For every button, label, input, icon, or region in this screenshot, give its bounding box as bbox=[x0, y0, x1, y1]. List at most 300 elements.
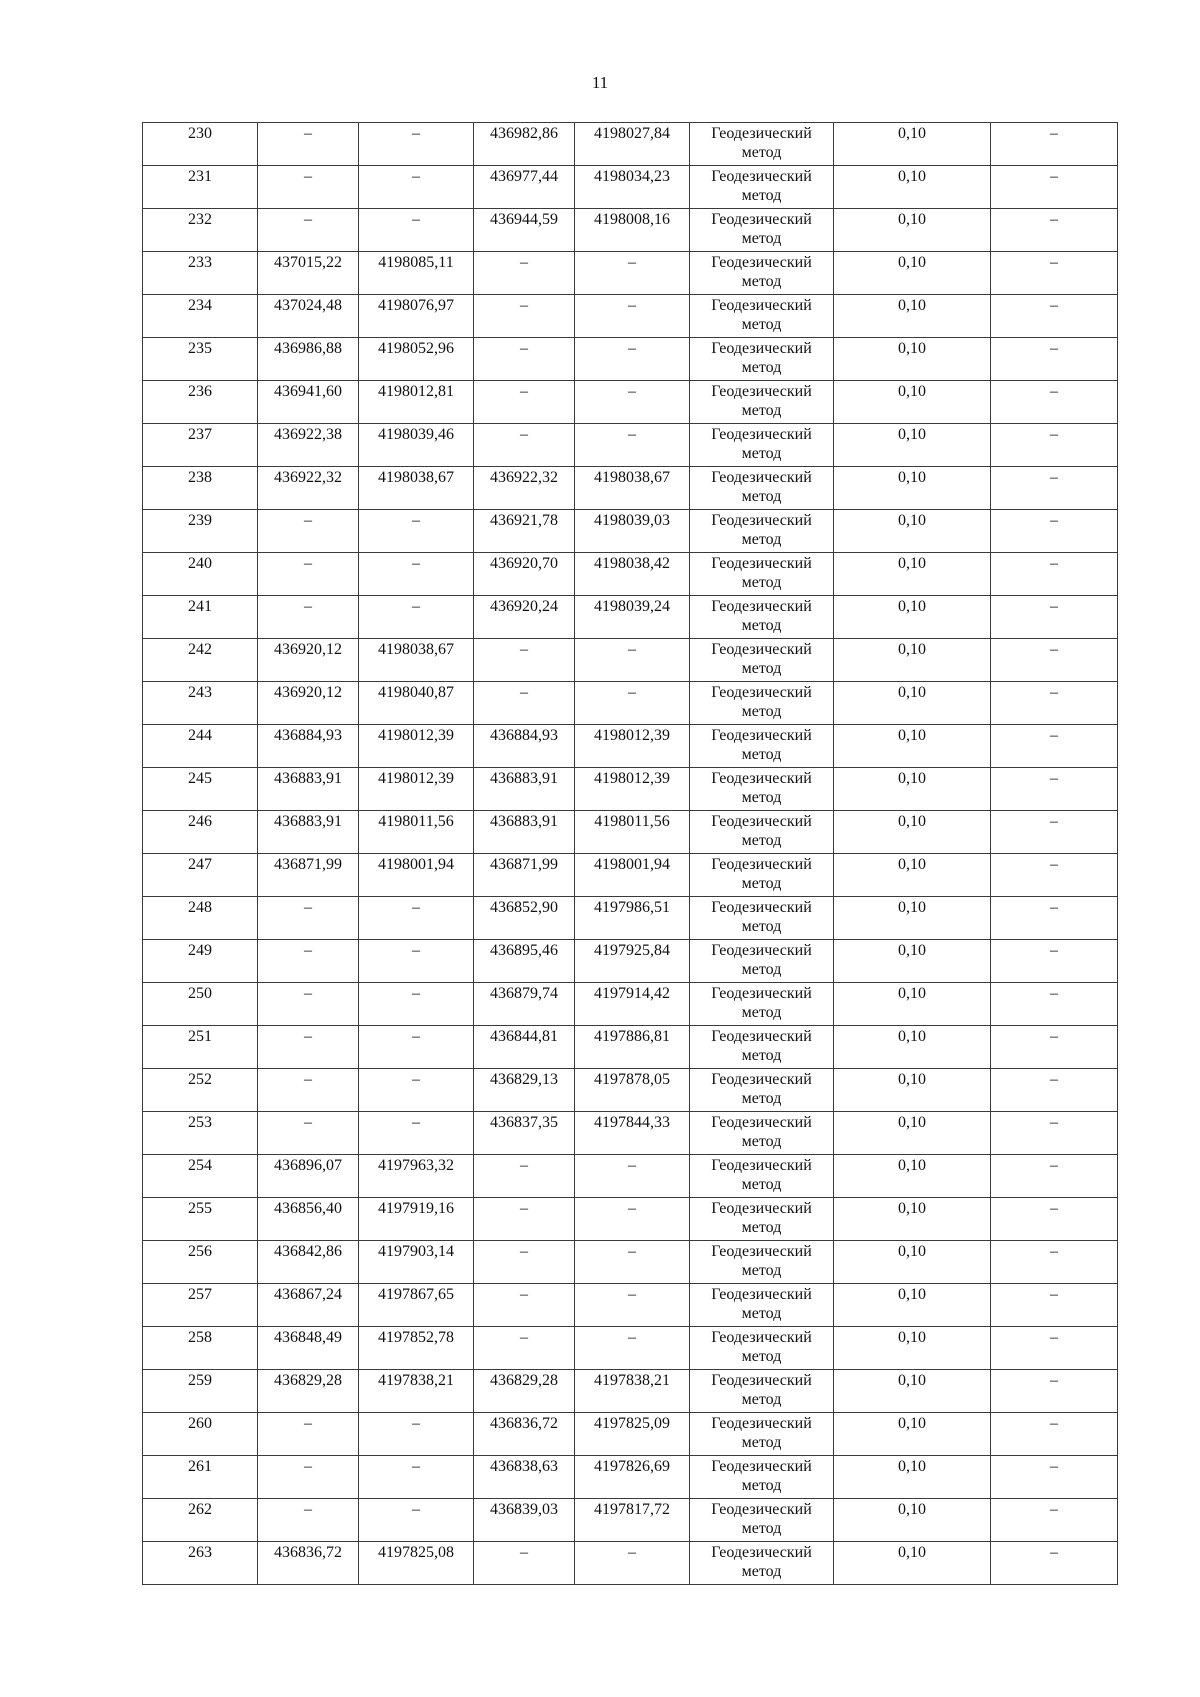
y-new-cell: 4198039,24 bbox=[575, 596, 690, 639]
method-cell bbox=[690, 940, 834, 983]
y-old-cell: – bbox=[359, 123, 474, 166]
x-new-cell: 436944,59 bbox=[474, 209, 575, 252]
x-old-cell: – bbox=[258, 897, 359, 940]
method-text: метод bbox=[741, 961, 782, 978]
method-text: Геодезический bbox=[711, 1415, 812, 1432]
method-cell bbox=[690, 510, 834, 553]
y-new-cell: 4197817,72 bbox=[575, 1499, 690, 1542]
x-old-cell: – bbox=[258, 1413, 359, 1456]
method-text: метод bbox=[741, 1004, 782, 1021]
table-row bbox=[143, 1284, 1118, 1327]
accuracy-cell: 0,10 bbox=[834, 252, 991, 295]
y-new-cell: – bbox=[575, 424, 690, 467]
method-text: Геодезический bbox=[711, 469, 812, 486]
x-new-cell: – bbox=[474, 682, 575, 725]
table-row bbox=[143, 1542, 1118, 1585]
accuracy-cell: 0,10 bbox=[834, 768, 991, 811]
method-text: метод bbox=[741, 144, 782, 161]
accuracy-cell: 0,10 bbox=[834, 1155, 991, 1198]
table-row bbox=[143, 1069, 1118, 1112]
x-old-cell: – bbox=[258, 1456, 359, 1499]
point-number-cell: 260 bbox=[143, 1413, 258, 1456]
point-number-cell: 238 bbox=[143, 467, 258, 510]
method-text: Геодезический bbox=[711, 1544, 812, 1561]
method-cell bbox=[690, 553, 834, 596]
point-number-cell: 233 bbox=[143, 252, 258, 295]
table-row bbox=[143, 1327, 1118, 1370]
note-cell: – bbox=[991, 1155, 1118, 1198]
y-old-cell: 4198052,96 bbox=[359, 338, 474, 381]
method-text: Геодезический bbox=[711, 1028, 812, 1045]
note-cell: – bbox=[991, 1327, 1118, 1370]
accuracy-cell: 0,10 bbox=[834, 725, 991, 768]
method-text: метод bbox=[741, 918, 782, 935]
y-old-cell: – bbox=[359, 209, 474, 252]
method-text: метод bbox=[741, 789, 782, 806]
point-number-cell: 243 bbox=[143, 682, 258, 725]
point-number-cell: 241 bbox=[143, 596, 258, 639]
note-cell: – bbox=[991, 725, 1118, 768]
y-new-cell: 4198038,42 bbox=[575, 553, 690, 596]
y-new-cell: 4198012,39 bbox=[575, 768, 690, 811]
method-text: метод bbox=[741, 1305, 782, 1322]
y-new-cell: 4197878,05 bbox=[575, 1069, 690, 1112]
method-text: метод bbox=[741, 187, 782, 204]
y-old-cell: – bbox=[359, 510, 474, 553]
method-text: Геодезический bbox=[711, 942, 812, 959]
x-old-cell: 436920,12 bbox=[258, 639, 359, 682]
x-old-cell: 437015,22 bbox=[258, 252, 359, 295]
accuracy-cell: 0,10 bbox=[834, 682, 991, 725]
x-old-cell: – bbox=[258, 553, 359, 596]
table-row bbox=[143, 1026, 1118, 1069]
table-row bbox=[143, 811, 1118, 854]
method-text: Геодезический bbox=[711, 684, 812, 701]
y-old-cell: – bbox=[359, 940, 474, 983]
x-new-cell: – bbox=[474, 295, 575, 338]
x-old-cell: 436883,91 bbox=[258, 768, 359, 811]
y-old-cell: – bbox=[359, 1499, 474, 1542]
method-text: Геодезический bbox=[711, 168, 812, 185]
x-new-cell: 436879,74 bbox=[474, 983, 575, 1026]
table-row bbox=[143, 1499, 1118, 1542]
method-text: метод bbox=[741, 359, 782, 376]
page-number: 11 bbox=[591, 73, 609, 92]
table-row bbox=[143, 725, 1118, 768]
x-old-cell: 436986,88 bbox=[258, 338, 359, 381]
y-new-cell: 4197826,69 bbox=[575, 1456, 690, 1499]
x-old-cell: 436896,07 bbox=[258, 1155, 359, 1198]
method-text: метод bbox=[741, 617, 782, 634]
y-old-cell: 4198038,67 bbox=[359, 639, 474, 682]
note-cell: – bbox=[991, 510, 1118, 553]
x-new-cell: 436977,44 bbox=[474, 166, 575, 209]
method-text: Геодезический bbox=[711, 211, 812, 228]
y-new-cell: 4198038,67 bbox=[575, 467, 690, 510]
x-new-cell: 436838,63 bbox=[474, 1456, 575, 1499]
point-number-cell: 247 bbox=[143, 854, 258, 897]
x-old-cell: 436856,40 bbox=[258, 1198, 359, 1241]
method-cell bbox=[690, 252, 834, 295]
y-old-cell: 4198011,56 bbox=[359, 811, 474, 854]
note-cell: – bbox=[991, 1542, 1118, 1585]
table-row bbox=[143, 209, 1118, 252]
x-new-cell: – bbox=[474, 338, 575, 381]
method-text: метод bbox=[741, 273, 782, 290]
table-row bbox=[143, 983, 1118, 1026]
method-text: Геодезический bbox=[711, 125, 812, 142]
x-new-cell: 436921,78 bbox=[474, 510, 575, 553]
x-new-cell: 436836,72 bbox=[474, 1413, 575, 1456]
x-new-cell: – bbox=[474, 1284, 575, 1327]
x-old-cell: – bbox=[258, 1069, 359, 1112]
table-row bbox=[143, 338, 1118, 381]
method-text: Геодезический bbox=[711, 426, 812, 443]
accuracy-cell: 0,10 bbox=[834, 424, 991, 467]
x-new-cell: 436871,99 bbox=[474, 854, 575, 897]
y-old-cell: 4197867,65 bbox=[359, 1284, 474, 1327]
method-cell bbox=[690, 639, 834, 682]
point-number-cell: 257 bbox=[143, 1284, 258, 1327]
point-number-cell: 262 bbox=[143, 1499, 258, 1542]
y-new-cell: 4197838,21 bbox=[575, 1370, 690, 1413]
x-old-cell: – bbox=[258, 510, 359, 553]
method-cell bbox=[690, 123, 834, 166]
point-number-cell: 245 bbox=[143, 768, 258, 811]
y-new-cell: 4198011,56 bbox=[575, 811, 690, 854]
method-text: метод bbox=[741, 832, 782, 849]
accuracy-cell: 0,10 bbox=[834, 1499, 991, 1542]
table-row bbox=[143, 639, 1118, 682]
table-row bbox=[143, 1155, 1118, 1198]
accuracy-cell: 0,10 bbox=[834, 1456, 991, 1499]
accuracy-cell: 0,10 bbox=[834, 1112, 991, 1155]
table-row bbox=[143, 940, 1118, 983]
x-new-cell: – bbox=[474, 381, 575, 424]
table-row bbox=[143, 1241, 1118, 1284]
note-cell: – bbox=[991, 1456, 1118, 1499]
note-cell: – bbox=[991, 252, 1118, 295]
method-text: метод bbox=[741, 1133, 782, 1150]
y-old-cell: 4198076,97 bbox=[359, 295, 474, 338]
point-number-cell: 232 bbox=[143, 209, 258, 252]
y-new-cell: 4198039,03 bbox=[575, 510, 690, 553]
point-number-cell: 252 bbox=[143, 1069, 258, 1112]
x-new-cell: 436884,93 bbox=[474, 725, 575, 768]
point-number-cell: 250 bbox=[143, 983, 258, 1026]
method-cell bbox=[690, 983, 834, 1026]
accuracy-cell: 0,10 bbox=[834, 983, 991, 1026]
accuracy-cell: 0,10 bbox=[834, 467, 991, 510]
y-old-cell: – bbox=[359, 1413, 474, 1456]
note-cell: – bbox=[991, 381, 1118, 424]
method-cell bbox=[690, 338, 834, 381]
y-new-cell: 4198034,23 bbox=[575, 166, 690, 209]
accuracy-cell: 0,10 bbox=[834, 639, 991, 682]
table-row bbox=[143, 252, 1118, 295]
y-new-cell: – bbox=[575, 1155, 690, 1198]
accuracy-cell: 0,10 bbox=[834, 1198, 991, 1241]
accuracy-cell: 0,10 bbox=[834, 1327, 991, 1370]
coordinates-table bbox=[142, 122, 1118, 1585]
method-text: Геодезический bbox=[711, 1458, 812, 1475]
point-number-cell: 246 bbox=[143, 811, 258, 854]
y-old-cell: 4198038,67 bbox=[359, 467, 474, 510]
y-old-cell: 4198012,39 bbox=[359, 725, 474, 768]
y-old-cell: – bbox=[359, 897, 474, 940]
method-text: метод bbox=[741, 445, 782, 462]
x-old-cell: – bbox=[258, 940, 359, 983]
accuracy-cell: 0,10 bbox=[834, 510, 991, 553]
point-number-cell: 240 bbox=[143, 553, 258, 596]
y-new-cell: – bbox=[575, 1241, 690, 1284]
table-row bbox=[143, 467, 1118, 510]
table-row bbox=[143, 1370, 1118, 1413]
x-old-cell: – bbox=[258, 209, 359, 252]
y-old-cell: 4198085,11 bbox=[359, 252, 474, 295]
note-cell: – bbox=[991, 1413, 1118, 1456]
point-number-cell: 261 bbox=[143, 1456, 258, 1499]
y-old-cell: – bbox=[359, 166, 474, 209]
x-new-cell: 436844,81 bbox=[474, 1026, 575, 1069]
y-new-cell: – bbox=[575, 1327, 690, 1370]
x-new-cell: – bbox=[474, 1155, 575, 1198]
y-new-cell: 4198001,94 bbox=[575, 854, 690, 897]
y-new-cell: – bbox=[575, 1198, 690, 1241]
accuracy-cell: 0,10 bbox=[834, 1370, 991, 1413]
method-cell bbox=[690, 768, 834, 811]
accuracy-cell: 0,10 bbox=[834, 596, 991, 639]
note-cell: – bbox=[991, 553, 1118, 596]
y-old-cell: 4198039,46 bbox=[359, 424, 474, 467]
accuracy-cell: 0,10 bbox=[834, 1284, 991, 1327]
method-cell bbox=[690, 596, 834, 639]
x-new-cell: 436829,28 bbox=[474, 1370, 575, 1413]
note-cell: – bbox=[991, 1241, 1118, 1284]
accuracy-cell: 0,10 bbox=[834, 381, 991, 424]
point-number-cell: 236 bbox=[143, 381, 258, 424]
accuracy-cell: 0,10 bbox=[834, 1413, 991, 1456]
y-old-cell: – bbox=[359, 596, 474, 639]
method-text: Геодезический bbox=[711, 340, 812, 357]
x-new-cell: 436895,46 bbox=[474, 940, 575, 983]
y-old-cell: 4198012,39 bbox=[359, 768, 474, 811]
accuracy-cell: 0,10 bbox=[834, 1241, 991, 1284]
method-text: Геодезический bbox=[711, 254, 812, 271]
method-text: Геодезический bbox=[711, 297, 812, 314]
x-old-cell: 436920,12 bbox=[258, 682, 359, 725]
note-cell: – bbox=[991, 854, 1118, 897]
y-new-cell: 4198027,84 bbox=[575, 123, 690, 166]
y-new-cell: – bbox=[575, 682, 690, 725]
method-text: метод bbox=[741, 230, 782, 247]
point-number-cell: 234 bbox=[143, 295, 258, 338]
y-old-cell: 4198012,81 bbox=[359, 381, 474, 424]
note-cell: – bbox=[991, 1370, 1118, 1413]
x-new-cell: 436922,32 bbox=[474, 467, 575, 510]
method-text: Геодезический bbox=[711, 598, 812, 615]
method-text: Геодезический bbox=[711, 1501, 812, 1518]
x-old-cell: – bbox=[258, 596, 359, 639]
accuracy-cell: 0,10 bbox=[834, 123, 991, 166]
method-cell bbox=[690, 381, 834, 424]
y-old-cell: – bbox=[359, 1069, 474, 1112]
y-old-cell: – bbox=[359, 983, 474, 1026]
y-new-cell: – bbox=[575, 381, 690, 424]
note-cell: – bbox=[991, 811, 1118, 854]
method-text: Геодезический bbox=[711, 856, 812, 873]
table-row bbox=[143, 854, 1118, 897]
point-number-cell: 253 bbox=[143, 1112, 258, 1155]
x-new-cell: 436982,86 bbox=[474, 123, 575, 166]
method-text: метод bbox=[741, 1176, 782, 1193]
method-cell bbox=[690, 811, 834, 854]
accuracy-cell: 0,10 bbox=[834, 553, 991, 596]
method-text: Геодезический bbox=[711, 813, 812, 830]
method-text: Геодезический bbox=[711, 1372, 812, 1389]
method-text: Геодезический bbox=[711, 1243, 812, 1260]
point-number-cell: 255 bbox=[143, 1198, 258, 1241]
y-old-cell: 4197852,78 bbox=[359, 1327, 474, 1370]
method-text: метод bbox=[741, 660, 782, 677]
y-new-cell: 4197986,51 bbox=[575, 897, 690, 940]
y-old-cell: – bbox=[359, 1026, 474, 1069]
point-number-cell: 248 bbox=[143, 897, 258, 940]
y-old-cell: 4197903,14 bbox=[359, 1241, 474, 1284]
method-text: метод bbox=[741, 1047, 782, 1064]
y-new-cell: 4198008,16 bbox=[575, 209, 690, 252]
y-new-cell: – bbox=[575, 295, 690, 338]
x-new-cell: 436883,91 bbox=[474, 768, 575, 811]
y-old-cell: 4198040,87 bbox=[359, 682, 474, 725]
accuracy-cell: 0,10 bbox=[834, 940, 991, 983]
method-cell bbox=[690, 424, 834, 467]
x-old-cell: 436867,24 bbox=[258, 1284, 359, 1327]
note-cell: – bbox=[991, 768, 1118, 811]
y-new-cell: 4197925,84 bbox=[575, 940, 690, 983]
point-number-cell: 254 bbox=[143, 1155, 258, 1198]
table-row bbox=[143, 1112, 1118, 1155]
method-text: метод bbox=[741, 1391, 782, 1408]
note-cell: – bbox=[991, 1284, 1118, 1327]
x-new-cell: 436839,03 bbox=[474, 1499, 575, 1542]
x-new-cell: 436852,90 bbox=[474, 897, 575, 940]
note-cell: – bbox=[991, 897, 1118, 940]
point-number-cell: 231 bbox=[143, 166, 258, 209]
note-cell: – bbox=[991, 1069, 1118, 1112]
method-text: метод bbox=[741, 1219, 782, 1236]
x-old-cell: 436836,72 bbox=[258, 1542, 359, 1585]
method-cell bbox=[690, 467, 834, 510]
x-old-cell: – bbox=[258, 1112, 359, 1155]
method-cell bbox=[690, 1542, 834, 1585]
table-row bbox=[143, 123, 1118, 166]
method-cell bbox=[690, 1155, 834, 1198]
y-old-cell: 4197919,16 bbox=[359, 1198, 474, 1241]
method-text: метод bbox=[741, 574, 782, 591]
note-cell: – bbox=[991, 1499, 1118, 1542]
table-row bbox=[143, 295, 1118, 338]
y-new-cell: 4198012,39 bbox=[575, 725, 690, 768]
y-old-cell: 4198001,94 bbox=[359, 854, 474, 897]
accuracy-cell: 0,10 bbox=[834, 1542, 991, 1585]
method-cell bbox=[690, 854, 834, 897]
x-old-cell: 436922,38 bbox=[258, 424, 359, 467]
table-row bbox=[143, 596, 1118, 639]
method-cell bbox=[690, 1241, 834, 1284]
note-cell: – bbox=[991, 295, 1118, 338]
method-cell bbox=[690, 1327, 834, 1370]
x-new-cell: – bbox=[474, 252, 575, 295]
table-row bbox=[143, 424, 1118, 467]
table-row bbox=[143, 510, 1118, 553]
y-new-cell: – bbox=[575, 252, 690, 295]
x-old-cell: – bbox=[258, 166, 359, 209]
note-cell: – bbox=[991, 596, 1118, 639]
x-old-cell: 436941,60 bbox=[258, 381, 359, 424]
method-text: Геодезический bbox=[711, 899, 812, 916]
x-old-cell: – bbox=[258, 123, 359, 166]
method-text: Геодезический bbox=[711, 512, 812, 529]
y-old-cell: 4197963,32 bbox=[359, 1155, 474, 1198]
note-cell: – bbox=[991, 682, 1118, 725]
table-row bbox=[143, 1456, 1118, 1499]
point-number-cell: 256 bbox=[143, 1241, 258, 1284]
x-new-cell: 436829,13 bbox=[474, 1069, 575, 1112]
method-text: Геодезический bbox=[711, 641, 812, 658]
method-text: метод bbox=[741, 316, 782, 333]
method-text: Геодезический bbox=[711, 1329, 812, 1346]
note-cell: – bbox=[991, 1198, 1118, 1241]
method-text: метод bbox=[741, 1477, 782, 1494]
method-text: метод bbox=[741, 1520, 782, 1537]
accuracy-cell: 0,10 bbox=[834, 209, 991, 252]
method-text: Геодезический bbox=[711, 985, 812, 1002]
accuracy-cell: 0,10 bbox=[834, 338, 991, 381]
x-new-cell: – bbox=[474, 639, 575, 682]
point-number-cell: 251 bbox=[143, 1026, 258, 1069]
note-cell: – bbox=[991, 1112, 1118, 1155]
method-cell bbox=[690, 682, 834, 725]
method-cell bbox=[690, 725, 834, 768]
y-old-cell: – bbox=[359, 1456, 474, 1499]
note-cell: – bbox=[991, 166, 1118, 209]
y-old-cell: 4197825,08 bbox=[359, 1542, 474, 1585]
method-text: Геодезический bbox=[711, 1114, 812, 1131]
table-row bbox=[143, 768, 1118, 811]
method-text: Геодезический bbox=[711, 1286, 812, 1303]
method-text: метод bbox=[741, 746, 782, 763]
y-old-cell: 4197838,21 bbox=[359, 1370, 474, 1413]
method-cell bbox=[690, 1413, 834, 1456]
method-cell bbox=[690, 1456, 834, 1499]
method-cell bbox=[690, 209, 834, 252]
y-new-cell: – bbox=[575, 639, 690, 682]
accuracy-cell: 0,10 bbox=[834, 897, 991, 940]
note-cell: – bbox=[991, 639, 1118, 682]
method-text: Геодезический bbox=[711, 383, 812, 400]
x-old-cell: 437024,48 bbox=[258, 295, 359, 338]
method-text: метод bbox=[741, 488, 782, 505]
point-number-cell: 244 bbox=[143, 725, 258, 768]
accuracy-cell: 0,10 bbox=[834, 811, 991, 854]
method-text: Геодезический bbox=[711, 1157, 812, 1174]
method-text: метод bbox=[741, 1348, 782, 1365]
accuracy-cell: 0,10 bbox=[834, 854, 991, 897]
x-new-cell: 436837,35 bbox=[474, 1112, 575, 1155]
table-row bbox=[143, 682, 1118, 725]
method-cell bbox=[690, 166, 834, 209]
